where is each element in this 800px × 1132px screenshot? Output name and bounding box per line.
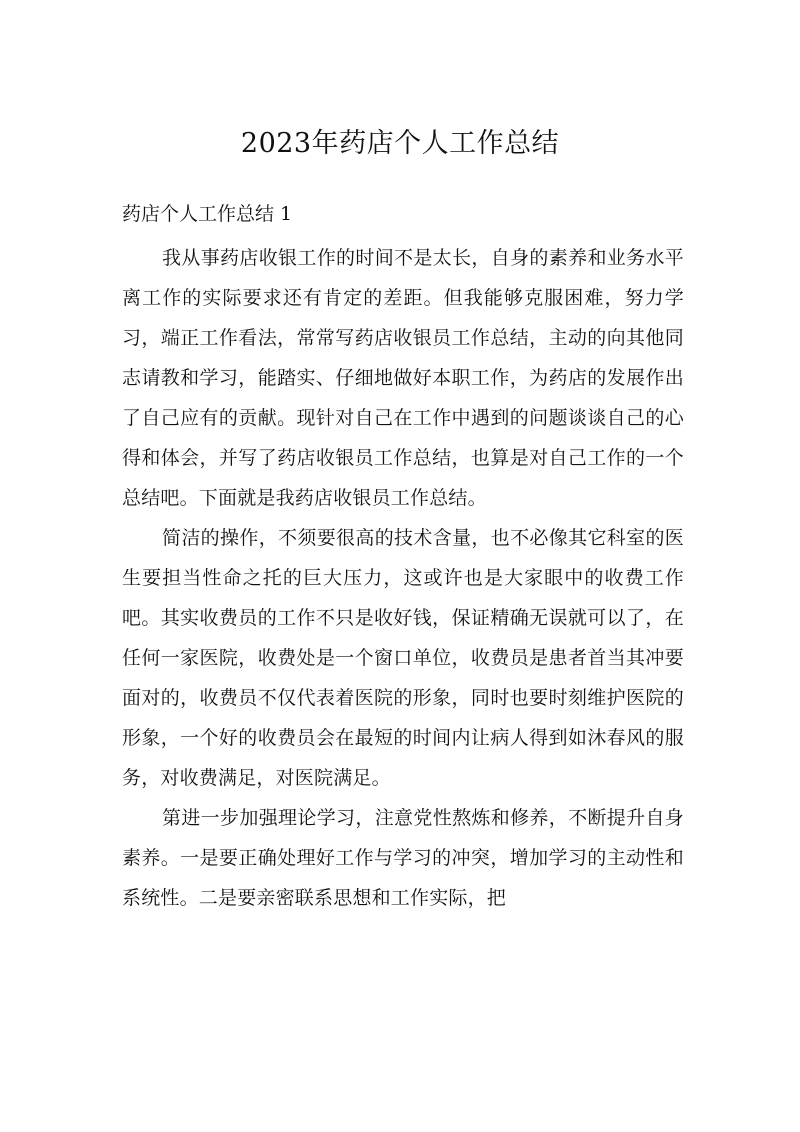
document-title: 2023年药店个人工作总结 <box>240 128 560 159</box>
document-body <box>122 196 684 918</box>
paragraph-2: 简洁的操作，不须要很高的技术含量，也不必像其它科室的医生要担当性命之托的巨大压力，这或许也是大家眼中的收费工作吧。其实收费员的工作不只是收好钱，保证精确无误就可以了，在任何一家医院，收费处是一个窗口单位，收费员是患者首当其冲要面对的，收费员不仅代表着医院的形象，同时也要时刻维护医院的形象，一个好的收费员会在最短的时间内让病人得到如沐春风的服务，对收费满足，对医院满足。 <box>122 527 684 789</box>
paragraph-3: 第进一步加强理论学习，注意党性熬炼和修养，不断提升自身素养。一是要正确处理好工作与学习的冲突，增加学习的主动性和系统性。二是要亲密联系思想和工作实际，把 <box>122 807 684 909</box>
section-heading: 药店个人工作总结 1 <box>122 203 293 225</box>
paragraph-1: 我从事药店收银工作的时间不是太长，自身的素养和业务水平离工作的实际要求还有肯定的差距。但我能够克服困难，努力学习，端正工作看法，常常写药店收银员工作总结，主动的向其他同志请教和学习，能踏实、仔细地做好本职工作，为药店的发展作出了自己应有的贡献。现针对自己在工作中遇到的问题谈谈自己的心得和体会，并写了药店收银员工作总结，也算是对自己工作的一个总结吧。下面就是我药店收银员工作总结。 <box>122 247 684 509</box>
